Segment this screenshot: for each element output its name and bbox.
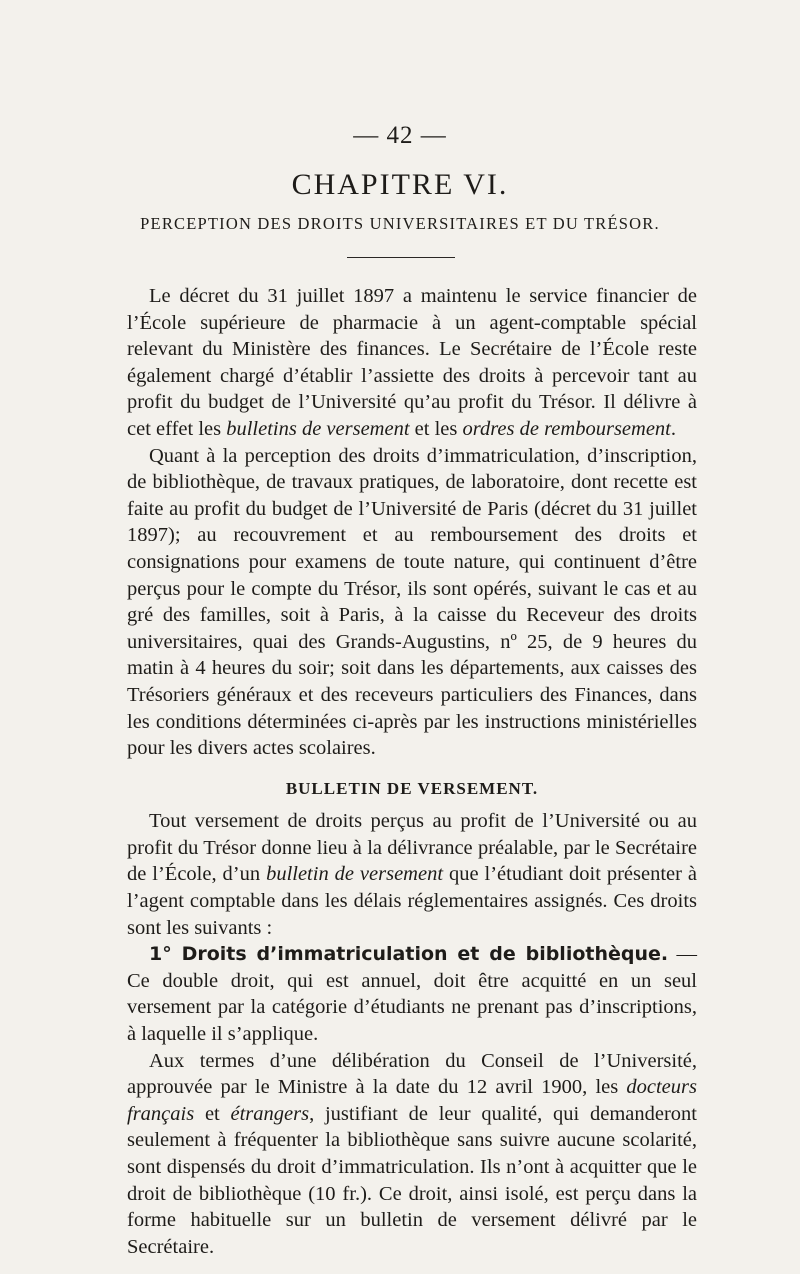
paragraph-5-text: et: [194, 1102, 231, 1125]
paragraph-1: [127, 283, 697, 443]
body-text: [127, 283, 697, 1260]
italic-term: étrangers: [230, 1102, 310, 1125]
chapter-title: CHAPITRE VI.: [291, 168, 509, 201]
paragraph-3-text: Tout versement de droits perçus au profit de l’Université ou au profit du Trésor donne lieu à la délivrance préalable, par le Secrétaire de l’École, d’un: [127, 810, 697, 886]
paragraph-2: Quant à la perception des droits d’immatriculation, d’inscription, de bibliothèque, de travaux pratiques, de laboratoire, dont recette est faite au profit du budget de l’Université de Paris (décret du 31 juillet 1897); au recouvrement et au remboursement des droits et consignations pour examens de toute nature, qui continuent d’être perçus pour le compte du Trésor, ils sont opérés, suivant le cas et au gré des familles, soit à Paris, à la caisse du Receveur des droits universitaires, quai des Grands-Augustins, nº 25, de 9 heures du matin à 4 heures du soir; soit dans les départements, aux caisses des Trésoriers généraux et des receveurs particuliers des Finances, dans les conditions déterminées ci-après par les instructions ministérielles pour les divers actes scolaires.: [127, 444, 697, 760]
italic-term: ordres de remboursement: [462, 417, 671, 440]
italic-term: bulletins de versement: [226, 417, 410, 440]
page-number: — 42 —: [353, 122, 447, 149]
paragraph-3-text: que l’étudiant doit présenter à l’agent comptable dans les délais réglementaires assignés. Ces droits sont les suivants :: [127, 863, 697, 939]
chapter-subtitle: PERCEPTION DES DROITS UNIVERSITAIRES ET DU TRÉSOR.: [140, 214, 660, 233]
paragraph-3: [127, 808, 697, 941]
item-label: 1° Droits d’immatriculation et de bibliothèque.: [149, 943, 669, 966]
paragraph-5-text: Aux termes d’une délibération du Conseil de l’Université, approuvée par le Ministre à la date du 12 avril 1900, les: [127, 1049, 697, 1099]
italic-term: docteurs français: [127, 1076, 697, 1125]
section-heading: BULLETIN DE VERSEMENT.: [285, 778, 539, 798]
paragraph-5-text: , justifiant de leur qualité, qui demanderont seulement à fréquenter la bibliothèque sans suivre aucune scolarité, sont dispensés du droit d’immatriculation. Ils n’ont à acquitter que le droit de bibliothèque (10 fr.). Ce droit, ainsi isolé, est perçu dans la forme habituelle sur un bulletin de versement délivré par le Secrétaire.: [127, 1102, 697, 1258]
paragraph-4-text: — Ce double droit, qui est annuel, doit être acquitté en un seul versement par la catégorie d’étudiants ne prenant pas d’inscriptions, à laquelle il s’applique.: [127, 943, 697, 1046]
paragraph-1-text: Le décret du 31 juillet 1897 a maintenu le service financier de l’École supérieure de pharmacie à un agent-comptable spécial relevant du Ministère des finances. Le Secrétaire de l’École reste également chargé d’établir l’assiette des droits à percevoir tant au profit du budget de l’Université qu’au profit du Trésor. Il délivre à cet effet les: [127, 285, 697, 440]
paragraph-4: [127, 941, 697, 1047]
paragraph-1-text: et les: [409, 417, 463, 440]
paragraph-1-text: .: [670, 417, 676, 440]
italic-term: bulletin de versement: [266, 863, 444, 886]
separator-rule: [347, 257, 455, 258]
paragraph-5: [127, 1048, 697, 1261]
